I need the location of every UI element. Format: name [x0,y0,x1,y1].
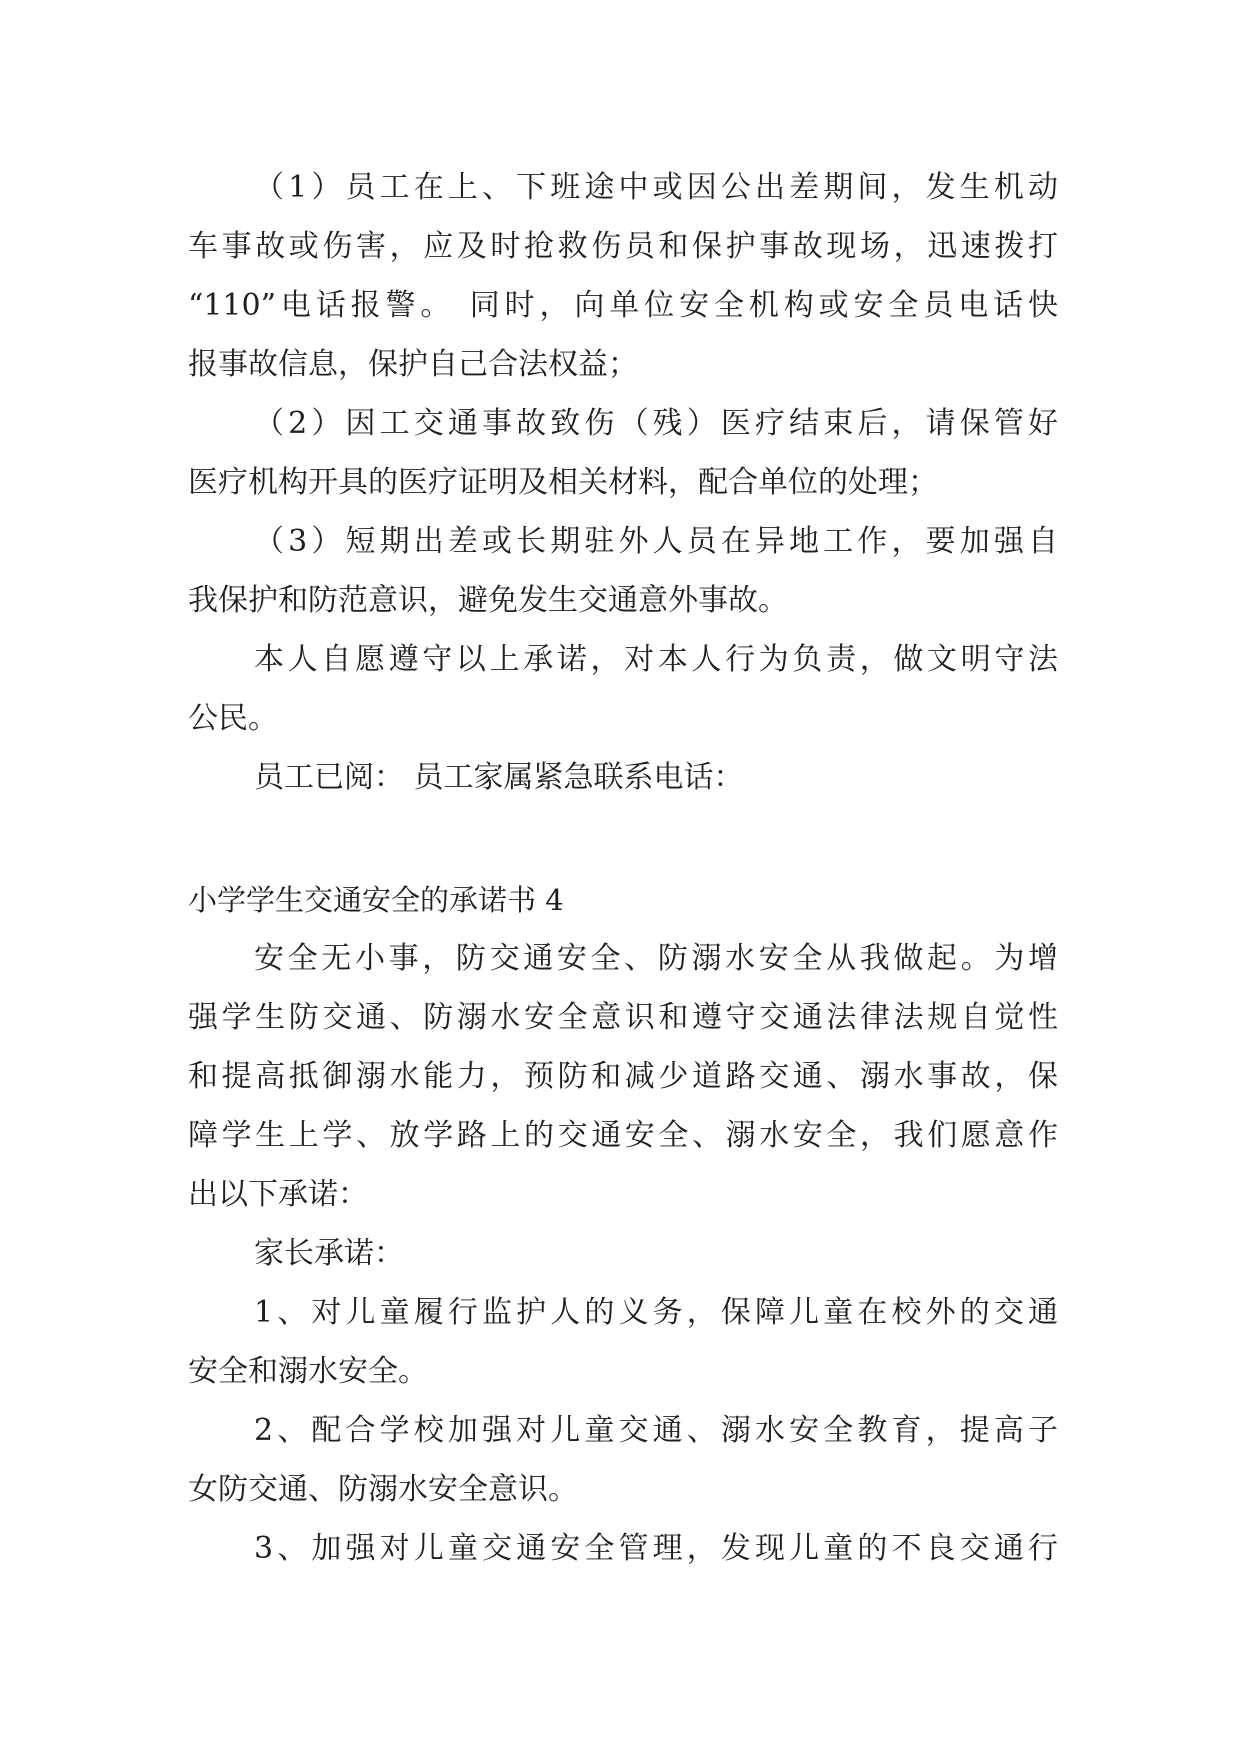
paragraph-line: 公民。 [188,701,278,736]
paragraph-line: 本人自愿遵守以上承诺，对本人行为负责，做文明守法 [254,642,1058,677]
signature-line: 员工已阅： 员工家属紧急联系电话： [254,760,744,795]
paragraph-line: 车事故或伤害，应及时抢救伤员和保护事故现场，迅速拨打 [188,229,1058,264]
paragraph-line: 和提高抵御溺水能力，预防和减少道路交通、溺水事故，保 [188,1059,1058,1094]
paragraph-line: 2、配合学校加强对儿童交通、溺水安全教育，提高子 [254,1413,1058,1448]
subheading: 家长承诺： [254,1236,404,1271]
paragraph-line: 3、加强对儿童交通安全管理，发现儿童的不良交通行 [254,1531,1058,1566]
paragraph-line: 强学生防交通、防溺水安全意识和遵守交通法律法规自觉性 [188,1000,1058,1035]
paragraph-line: “110”电话报警。 同时，向单位安全机构或安全员电话快 [188,288,1058,323]
section-title: 小学学生交通安全的承诺书 4 [188,883,564,917]
paragraph-line: 出以下承诺： [188,1177,368,1212]
paragraph-line: 安全无小事，防交通安全、防溺水安全从我做起。为增 [254,941,1058,976]
paragraph-line: 安全和溺水安全。 [188,1354,428,1389]
paragraph-line: 障学生上学、放学路上的交通安全、溺水安全，我们愿意作 [188,1118,1058,1153]
paragraph-line: 女防交通、防溺水安全意识。 [188,1472,578,1507]
paragraph-line: （3）短期出差或长期驻外人员在异地工作，要加强自 [254,524,1058,559]
paragraph-line: （1）员工在上、下班途中或因公出差期间，发生机动 [254,170,1058,205]
paragraph-line: 我保护和防范意识，避免发生交通意外事故。 [188,583,788,618]
paragraph-line: 报事故信息，保护自己合法权益； [188,347,638,382]
paragraph-line: （2）因工交通事故致伤（残）医疗结束后，请保管好 [254,406,1058,441]
paragraph-line: 1、对儿童履行监护人的义务，保障儿童在校外的交通 [254,1295,1058,1330]
paragraph-line: 医疗机构开具的医疗证明及相关材料，配合单位的处理； [188,465,938,500]
